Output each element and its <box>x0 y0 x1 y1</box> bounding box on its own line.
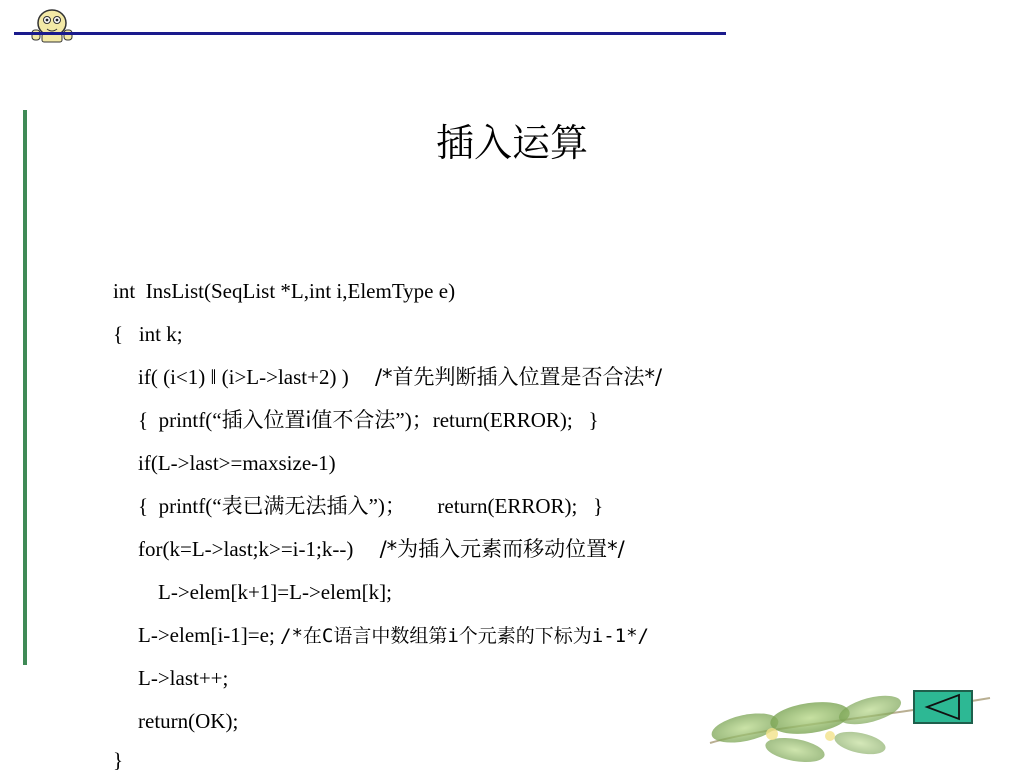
slide-title: 插入运算 <box>435 123 588 165</box>
next-slide-button[interactable] <box>913 690 973 724</box>
code-line-1: int InsList(SeqList *L,int i,ElemType e) <box>113 279 456 303</box>
code-line-8: L->elem[k+1]=L->elem[k]; <box>158 580 392 604</box>
code-line-2: { int k; <box>113 322 183 346</box>
code-text: L->elem[i-1]=e; <box>138 623 281 647</box>
code-text: ”)；return(ERROR); } <box>395 408 599 432</box>
code-comment: /*首先判断插入位置是否合法*/ <box>374 365 663 389</box>
code-line-6 <box>138 494 603 518</box>
code-line-5: if(L->last>=maxsize-1) <box>138 451 336 475</box>
code-line-4 <box>138 408 599 432</box>
left-accent-bar <box>23 110 27 665</box>
code-text: if( (i<1) ǁ (i>L->last+2) ) <box>138 365 375 389</box>
code-line-10: L->last++; <box>138 666 229 690</box>
code-line-11: return(OK); <box>138 709 239 733</box>
code-text: { printf(“ <box>138 494 222 518</box>
code-comment: /*为插入元素而移动位置*/ <box>379 537 625 561</box>
code-line-3 <box>138 365 662 389</box>
code-line-7 <box>138 537 625 561</box>
cartoon-figures-logo <box>24 8 80 44</box>
play-triangle-icon <box>915 692 971 722</box>
code-text: for(k=L->last;k>=i-1;k--) <box>138 537 380 561</box>
code-string: 插入位置i值不合法 <box>221 408 396 432</box>
code-text: ”)； return(ERROR); } <box>368 494 604 518</box>
code-comment: /*在C语言中数组第i个元素的下标为i-1*/ <box>280 625 649 647</box>
code-line-12: } <box>113 748 124 772</box>
code-line-9 <box>138 623 649 648</box>
code-string: 表已满无法插入 <box>221 494 369 518</box>
code-text: { printf(“ <box>138 408 222 432</box>
top-divider <box>14 32 726 35</box>
